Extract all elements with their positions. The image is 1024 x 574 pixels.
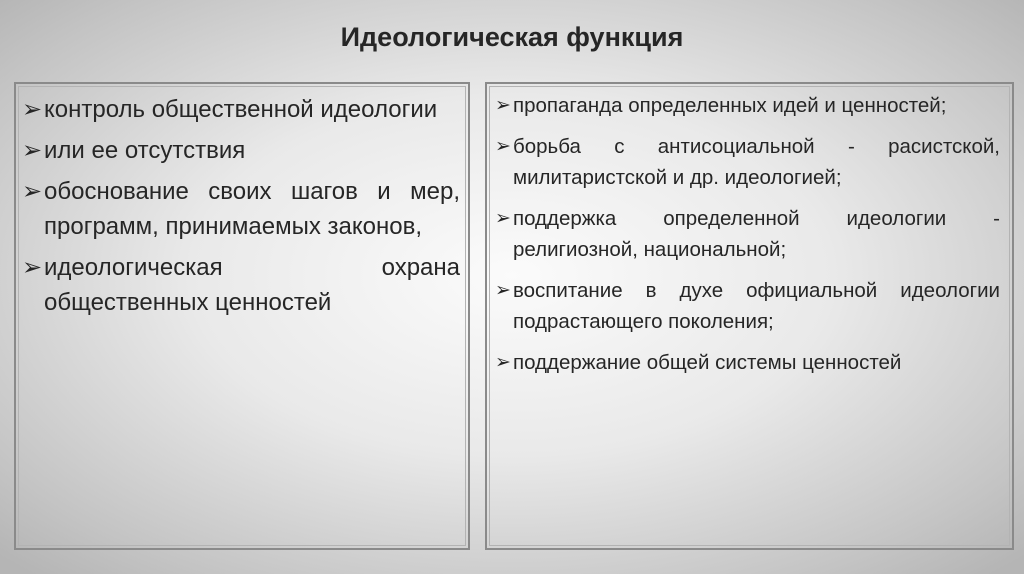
- right-bullet-list: [495, 90, 1000, 378]
- arrow-bullet-icon: ➢: [495, 352, 511, 373]
- arrow-bullet-icon: ➢: [22, 96, 43, 123]
- list-item: [495, 347, 1000, 378]
- left-bullet-list: [22, 92, 460, 320]
- left-content-box: [14, 82, 470, 550]
- list-item-text: воспитание в духе официальной идеологии подрастающего поколения;: [513, 279, 1000, 333]
- right-content-box: [485, 82, 1014, 550]
- list-item: [22, 133, 460, 168]
- list-item-text: обоснование своих шагов и мер, программ, принимаемых законов,: [44, 178, 460, 240]
- list-item: [22, 174, 460, 244]
- slide-title: Идеологическая функция: [340, 22, 684, 52]
- list-item-text: поддержание общей системы ценностей: [513, 351, 902, 374]
- list-item: [495, 203, 1000, 265]
- list-item: [22, 92, 460, 127]
- arrow-bullet-icon: ➢: [22, 254, 43, 281]
- list-item: [495, 131, 1000, 193]
- list-item-text: поддержка определенной идеологии - религиозной, национальной;: [513, 207, 1000, 261]
- arrow-bullet-icon: ➢: [22, 137, 43, 164]
- list-item-text: или ее отсутствия: [44, 137, 246, 164]
- list-item: [495, 275, 1000, 337]
- list-item-text: пропаганда определенных идей и ценностей;: [513, 94, 947, 117]
- arrow-bullet-icon: ➢: [22, 178, 43, 205]
- arrow-bullet-icon: ➢: [495, 208, 511, 229]
- arrow-bullet-icon: ➢: [495, 280, 511, 301]
- list-item: [495, 90, 1000, 121]
- list-item-text: борьба с антисоциальной - расистской, милитаристской и др. идеологией;: [513, 135, 1000, 189]
- list-item: [22, 250, 460, 320]
- list-item-text: идеологическая охрана общественных ценностей: [44, 254, 460, 316]
- arrow-bullet-icon: ➢: [495, 136, 511, 157]
- arrow-bullet-icon: ➢: [495, 95, 511, 116]
- list-item-text: контроль общественной идеологии: [44, 96, 438, 123]
